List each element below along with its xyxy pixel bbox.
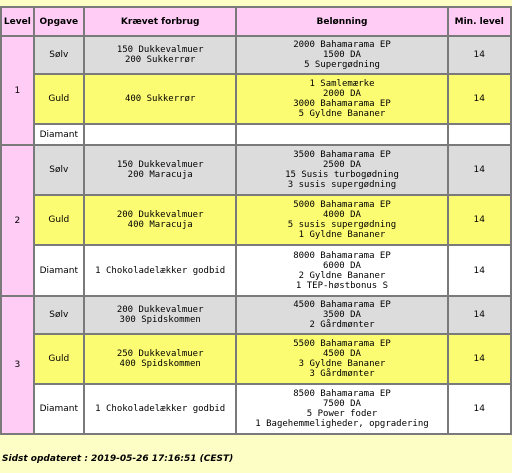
- level-cell: 3: [2, 297, 33, 433]
- task-cell: Guld: [35, 75, 83, 123]
- reward-line: 5 Supergødning: [304, 60, 380, 70]
- reward-line: 4000 DA: [323, 210, 361, 220]
- reward-line: 7500 DA: [323, 399, 361, 409]
- reward-line: 3 susis supergødning: [287, 180, 397, 190]
- required-cell: [85, 246, 236, 295]
- reward-line: 6000 DA: [323, 260, 361, 271]
- reward-line: 5000 Bahamarama EP: [293, 200, 391, 210]
- reward-line: 2 Gyldne Bananer: [298, 270, 386, 281]
- min-level-cell: 14: [449, 146, 511, 194]
- reward-line: 15 Susis turbogødning: [285, 170, 399, 180]
- required-cell: [85, 297, 236, 333]
- reward-line: 5 Power foder: [306, 409, 378, 419]
- reward-line: 2000 Bahamarama EP: [293, 40, 391, 50]
- required-line: 1 Chokoladelækker godbid: [95, 265, 226, 276]
- required-cell: [85, 125, 236, 144]
- required-cell: [85, 196, 236, 244]
- task-cell: Diamant: [35, 125, 83, 144]
- min-level-cell: 14: [449, 246, 511, 295]
- reward-cell: [237, 385, 446, 433]
- reward-line: 4500 DA: [323, 349, 361, 359]
- task-cell: Sølv: [35, 297, 83, 333]
- reward-cell: [237, 146, 446, 194]
- reward-line: 8000 Bahamarama EP: [293, 250, 391, 261]
- required-line: 400 Sukkerrør: [124, 94, 196, 104]
- required-line: 200 Sukkerrør: [124, 55, 196, 65]
- required-line: 400 Spidskommen: [119, 359, 201, 369]
- table-row: [2, 146, 510, 194]
- last-updated-footer: Sidst opdateret : 2019-05-26 17:16:51 (CEST): [2, 454, 234, 464]
- header-required: Krævet forbrug: [85, 8, 236, 35]
- reward-line: 5500 Bahamarama EP: [293, 339, 391, 349]
- table-row: [2, 297, 510, 333]
- reward-cell: [237, 335, 446, 383]
- min-level-cell: 14: [449, 196, 511, 244]
- required-cell: [85, 37, 236, 73]
- reward-cell: [237, 196, 446, 244]
- required-line: 400 Maracuja: [127, 220, 193, 230]
- rewards-table-container: [0, 6, 512, 435]
- reward-line: 1 Bagehemmeligheder, opgradering: [255, 419, 429, 429]
- required-line: 200 Maracuja: [127, 170, 193, 180]
- task-cell: Guld: [35, 335, 83, 383]
- table-row: [2, 125, 510, 144]
- reward-line: 1500 DA: [323, 50, 361, 60]
- min-level-cell: 14: [449, 335, 511, 383]
- reward-cell: [237, 246, 446, 295]
- required-line: 300 Spidskommen: [119, 315, 201, 325]
- table-row: [2, 246, 510, 295]
- reward-line: 4500 Bahamarama EP: [293, 300, 391, 310]
- reward-cell: [237, 125, 446, 144]
- header-level: Level: [2, 8, 33, 35]
- reward-line: 3 Gyldne Bananer: [298, 359, 386, 369]
- required-line: 200 Dukkevalmuer: [116, 210, 204, 220]
- reward-cell: [237, 37, 446, 73]
- reward-line: 5 susis supergødning: [287, 220, 397, 230]
- reward-line: 1 TEP-høstbonus S: [295, 280, 389, 291]
- reward-line: 2500 DA: [323, 160, 361, 170]
- min-level-cell: 14: [449, 297, 511, 333]
- required-line: 1 Chokoladelækker godbid: [95, 404, 226, 414]
- level-cell: 2: [2, 146, 33, 295]
- required-cell: [85, 75, 236, 123]
- reward-line: 1 Gyldne Bananer: [298, 230, 386, 240]
- table-body: [2, 37, 510, 433]
- min-level-cell: [449, 125, 511, 144]
- task-cell: Guld: [35, 196, 83, 244]
- required-line: 150 Dukkevalmuer: [116, 160, 204, 170]
- required-line: 250 Dukkevalmuer: [116, 349, 204, 359]
- required-cell: [85, 146, 236, 194]
- header-reward: Belønning: [237, 8, 446, 35]
- table-row: [2, 196, 510, 244]
- required-line: 150 Dukkevalmuer: [116, 45, 204, 55]
- min-level-cell: 14: [449, 75, 511, 123]
- rewards-table: [0, 6, 512, 435]
- table-row: [2, 385, 510, 433]
- task-cell: Sølv: [35, 37, 83, 73]
- task-cell: Sølv: [35, 146, 83, 194]
- table-row: [2, 75, 510, 123]
- reward-line: 2000 DA: [323, 89, 361, 99]
- reward-line: 5 Gyldne Bananer: [298, 109, 386, 119]
- table-row: [2, 335, 510, 383]
- reward-line: 2 Gårdmønter: [309, 320, 375, 330]
- reward-line: 3500 DA: [323, 310, 361, 320]
- reward-line: 3500 Bahamarama EP: [293, 150, 391, 160]
- task-cell: Diamant: [35, 385, 83, 433]
- reward-line: 3 Gårdmønter: [309, 369, 375, 379]
- header-row: [2, 8, 510, 35]
- required-line: 200 Dukkevalmuer: [116, 305, 204, 315]
- reward-line: 1 Samlemærke: [309, 79, 375, 89]
- min-level-cell: 14: [449, 385, 511, 433]
- reward-line: 8500 Bahamarama EP: [293, 389, 391, 399]
- reward-cell: [237, 75, 446, 123]
- level-cell: 1: [2, 37, 33, 144]
- required-cell: [85, 335, 236, 383]
- reward-line: 3000 Bahamarama EP: [293, 99, 391, 109]
- header-min-level: Min. level: [449, 8, 511, 35]
- task-cell: Diamant: [35, 246, 83, 295]
- header-task: Opgave: [35, 8, 83, 35]
- reward-cell: [237, 297, 446, 333]
- required-cell: [85, 385, 236, 433]
- table-row: [2, 37, 510, 73]
- min-level-cell: 14: [449, 37, 511, 73]
